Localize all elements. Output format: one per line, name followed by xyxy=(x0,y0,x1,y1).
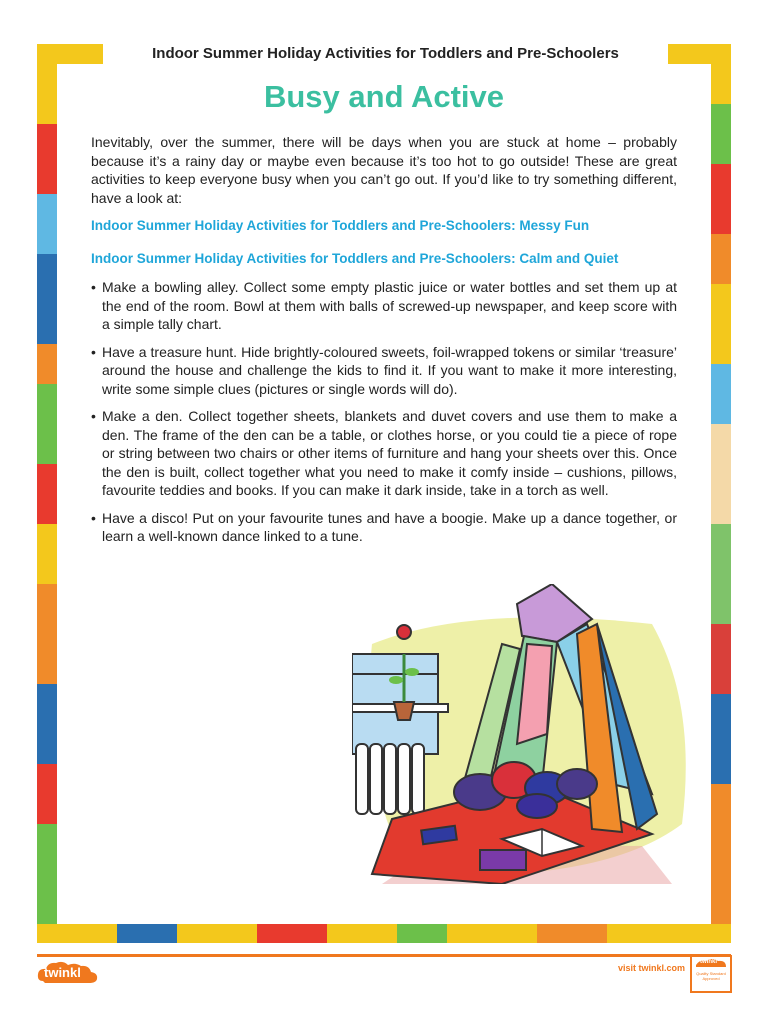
link-calm-and-quiet[interactable]: Indoor Summer Holiday Activities for Toddlers and Pre-Schoolers: Calm and Quiet xyxy=(91,251,619,266)
twinkl-logo[interactable] xyxy=(37,959,99,985)
link-messy-fun[interactable]: Indoor Summer Holiday Activities for Toddlers and Pre-Schoolers: Messy Fun xyxy=(91,218,590,233)
list-item xyxy=(91,407,677,500)
list-item xyxy=(91,343,677,399)
bullet-dot: • xyxy=(91,509,96,526)
bullet-dot: • xyxy=(91,343,96,360)
intro-paragraph: Inevitably, over the summer, there will be days when you are stuck at home – probably because it’s a rainy day or maybe even because it’s too hot to go outside! These are great activities to keep everyone busy when you can’t go out. If you’d like to try something different, have a look at: xyxy=(91,134,677,206)
logo-text: twinkl xyxy=(44,965,81,980)
den-illustration xyxy=(352,584,692,884)
list-item xyxy=(91,509,677,546)
bullet-text-treasure: Have a treasure hunt. Hide brightly-coloured sweets, foil-wrapped tokens or similar ‘treasure’ around the house and challenge the kids to find it. If you want to make it more interesting, write some simple clues (pictures or single words will do). xyxy=(102,343,677,397)
bullet-dot: • xyxy=(91,279,96,295)
den-image xyxy=(352,584,692,884)
activity-list xyxy=(91,278,677,555)
footer-divider xyxy=(37,954,731,957)
bullet-dot: • xyxy=(91,408,96,424)
page-subtitle: Indoor Summer Holiday Activities for Toddlers and Pre-Schoolers xyxy=(152,45,619,62)
page-title: Busy and Active xyxy=(263,79,505,114)
bullet-text-disco: Have a disco! Put on your favourite tunes and have a boogie. Make up a dance together, or learn a well-known dance linked to a tune. xyxy=(102,509,677,544)
quality-badge xyxy=(690,955,732,993)
badge-text: Quality Standard Approved xyxy=(696,971,726,981)
bullet-text-den: Make a den. Collect together sheets, blankets and duvet covers and use them to make a den. The frame of the den can be a table, or clothes horse, or you could tie a piece of rope or string between two chairs or other items of furniture and hang your sheets over this. Once the den is built, collect together what you need to make it comfy inside – cushions, pillows, favourite teddies and books. If you can make it dark inside, take in a torch as well. xyxy=(102,408,677,498)
badge-brand: twinkl xyxy=(700,959,718,965)
visit-link[interactable]: visit twinkl.com xyxy=(617,963,685,973)
bullet-text-bowling: Make a bowling alley. Collect some empty plastic juice or water bottles and set them up at the end of the room. Bowl at them with balls of screwed-up newspaper, and keep score with a simple tally chart. xyxy=(102,279,677,332)
list-item xyxy=(91,278,677,334)
